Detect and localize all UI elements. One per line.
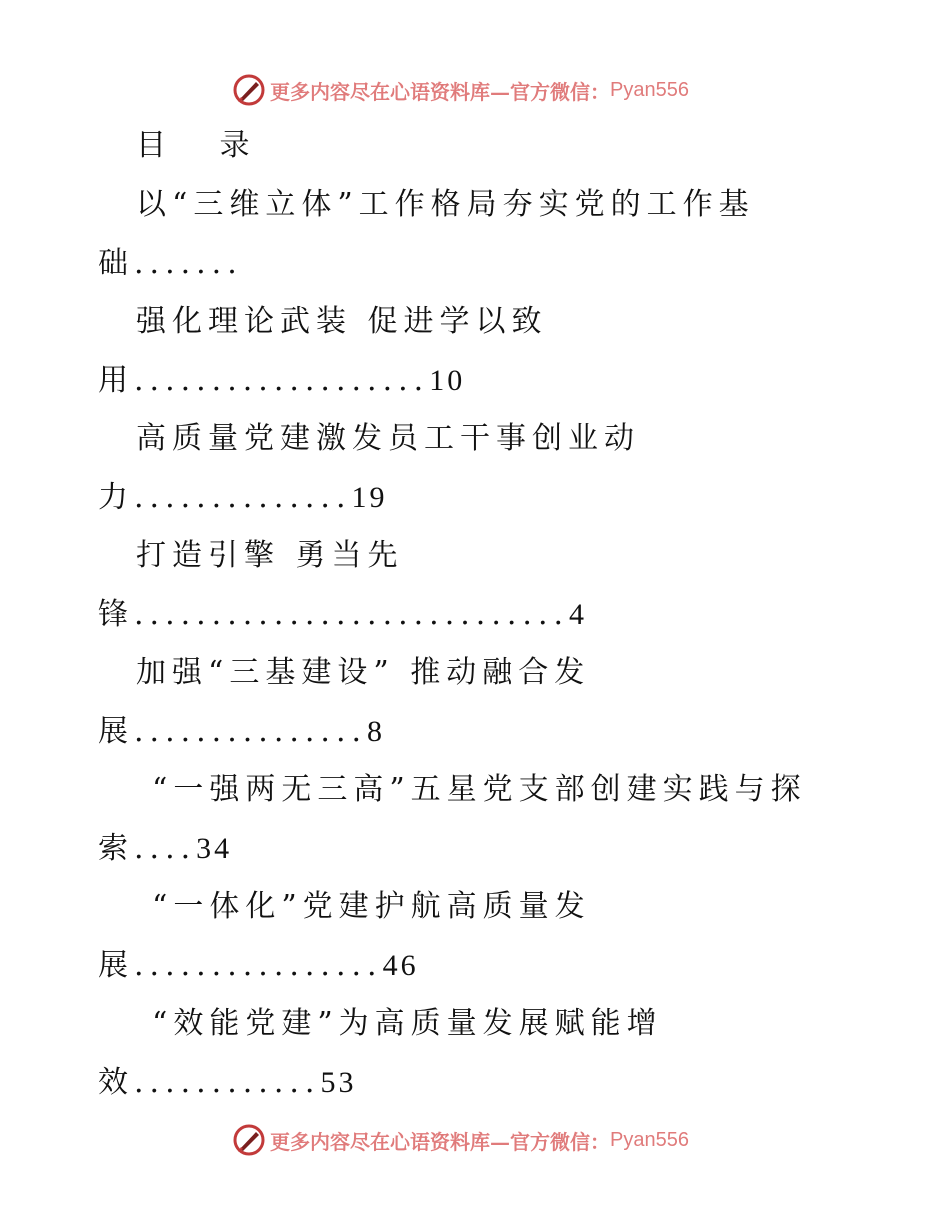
toc-dots: ................ (134, 948, 383, 983)
toc-entry-title: 高质量党建激发员工干事创业动 (136, 421, 640, 456)
toc-page-number: 34 (196, 832, 233, 865)
toc-page-number: 4 (569, 598, 588, 631)
toc-entry-tail: 力 (98, 480, 134, 515)
watermark-text: 更多内容尽在心语资料库—官方微信： (270, 1129, 610, 1154)
toc-page-number: 46 (382, 949, 419, 982)
toc-dots: ............... (134, 714, 368, 749)
toc-entry-line (98, 946, 419, 986)
toc-entry-tail: 索 (98, 831, 134, 866)
toc-entry-title: “效能党建”为高质量发展赋能增 (152, 1006, 663, 1041)
watermark-id: Pyan556 (610, 78, 689, 101)
toc-dots: ................... (134, 363, 430, 398)
toc-entry-tail: 锋 (98, 597, 134, 632)
toc-entry-line (98, 478, 388, 518)
watermark-text: 更多内容尽在心语资料库—官方微信： (270, 79, 610, 104)
toc-entry-line (98, 829, 232, 869)
toc-title: 目 录 (136, 128, 272, 163)
toc-dots: .... (134, 831, 197, 866)
toc-entry-line (98, 244, 243, 284)
toc-page-number: 10 (429, 364, 466, 397)
watermark-footer (232, 1122, 689, 1158)
watermark-id: Pyan556 (610, 1128, 689, 1151)
toc-dots: ............ (134, 1065, 321, 1100)
toc-dots: ............................ (134, 597, 570, 632)
toc-entry-title: 强化理论武装 促进学以致 (136, 304, 548, 339)
toc-entry-line (98, 1063, 356, 1103)
watermark-header (232, 72, 689, 108)
toc-entry-title: 以“三维立体”工作格局夯实党的工作基 (136, 187, 755, 222)
toc-entry-line (98, 595, 587, 635)
toc-entry-title: “一体化”党建护航高质量发 (152, 889, 591, 924)
toc-page-number: 8 (367, 715, 386, 748)
toc-entry-tail: 展 (98, 714, 134, 749)
toc-page-number: 19 (351, 481, 388, 514)
toc-dots: ....... (134, 246, 243, 281)
toc-entry-line (98, 712, 385, 752)
toc-entry-title: “一强两无三高”五星党支部创建实践与探 (152, 772, 807, 807)
toc-entry-tail: 用 (98, 363, 134, 398)
toc-entry-tail: 展 (98, 948, 134, 983)
toc-entry-tail: 效 (98, 1065, 134, 1100)
toc-entry-title: 打造引擎 勇当先 (136, 538, 404, 573)
quill-logo-icon (232, 1123, 266, 1157)
toc-entry-title: 加强“三基建设” 推动融合发 (136, 655, 591, 690)
quill-logo-icon (232, 73, 266, 107)
toc-entry-tail: 础 (98, 246, 134, 281)
toc-dots: .............. (134, 480, 352, 515)
toc-page-number: 53 (320, 1066, 357, 1099)
toc-entry-line (98, 361, 465, 401)
